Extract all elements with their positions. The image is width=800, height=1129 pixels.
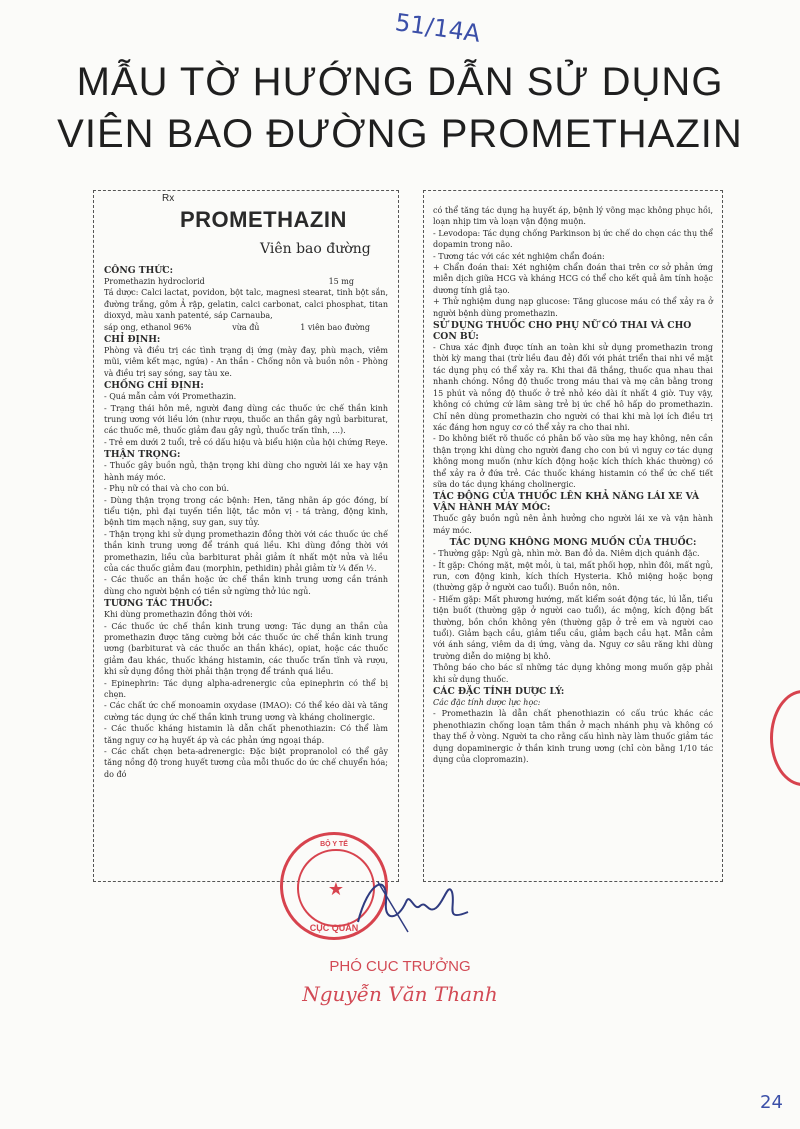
interactions-intro: Khi dùng promethazin đồng thời với:	[104, 610, 253, 620]
pharmacology-heading: CÁC ĐẶC TÍNH DƯỢC LÝ:	[433, 686, 565, 698]
rx-icon: Rx	[162, 193, 175, 204]
interactions-heading: TƯƠNG TÁC THUỐC:	[104, 598, 213, 610]
caution-item: - Các thuốc an thần hoặc ức chế thần kinh trung ương cần tránh dùng cho người bệnh có tiền sử ngừng thở lúc ngủ.	[104, 575, 388, 596]
qs-unit: 1 viên bao đường	[300, 322, 370, 332]
breastfeeding-text: - Do không biết rõ thuốc có phân bố vào sữa mẹ hay không, nên cần thận trọng khi dùng cho người đang cho con bú vì nguy cơ tác dụng không mong muốn (như kích động hoặc kích thích khác thường) có thể xảy ra ở đứa trẻ. Các thuốc kháng histamin có thể ức chế tiết sữa do tác dụng kháng cholinergic.	[433, 434, 713, 489]
star-icon: ★	[327, 879, 345, 900]
caution-heading: THẬN TRỌNG:	[104, 449, 181, 461]
caution-item: - Thuốc gây buồn ngủ, thận trọng khi dùng cho người lái xe hay vận hành máy móc.	[104, 461, 388, 482]
adverse-item: - Thường gặp: Ngủ gà, nhìn mờ. Ban đỏ da. Niêm dịch quánh đặc.	[433, 549, 700, 559]
stamp-top-text: BỘ Y TẾ	[320, 841, 348, 848]
edge-stamp	[770, 690, 800, 786]
active-amount: 15 mg	[328, 277, 354, 286]
pregnancy-text: - Chưa xác định được tính an toàn khi sử dụng promethazin trong thời kỳ mang thai (trừ liều đau đẻ) đối với phát triển thai nhi về mặt tác dụng phụ có thể xảy ra. Khi thai đã thắng, thuốc qua nhau thai nhanh chóng. Nồng độ thuốc trong máu thai và mẹ cân bằng trong 15 phút và nồng độ thuốc ở trẻ nhỏ kéo dài ít nhất 4 giờ. Tuy vậy, không có chứng cứ lâm sàng trẻ bị ức chế hô hấp do promethazin. Chỉ nên dùng promethazin cho người có thai khi mà lợi ích điều trị xác đáng hơn nguy cơ có thể xảy ra cho thai nhi.	[433, 343, 713, 432]
stamp-bottom-text: CỤC QUẢN	[309, 923, 359, 933]
adverse-item: - Hiếm gặp: Mất phương hướng, mất kiểm soát động tác, lú lẫn, tiểu tiện buốt (thường gặp ở người cao tuổi), ác mộng, kích động bất thường, bồn chồn không yên (thường gặp ở trẻ em và người cao tuổi). Giảm bạch cầu, giảm tiểu cầu, giảm bạch cầu hạt. Mẫn cảm với ánh sáng, viêm da dị ứng, vàng da. Nguy cơ sâu răng khi dùng trường diễn do miệng bị khô.	[433, 594, 713, 661]
contraindications-heading: CHỐNG CHỈ ĐỊNH:	[104, 380, 204, 392]
driving-heading: TÁC ĐỘNG CỦA THUỐC LÊN KHẢ NĂNG LÁI XE VÀ VẬN HÀNH MÁY MÓC:	[433, 491, 700, 514]
indications-text: Phòng và điều trị các tình trạng dị ứng (mày đay, phù mạch, viêm mũi, viêm kết mạc, ngứa) - An thần - Chống nôn và buồn nôn - Phòng và điều trị say sóng, say tàu xe.	[104, 346, 388, 378]
excipients-end	[104, 322, 388, 333]
title-line-2: VIÊN BAO ĐƯỜNG PROMETHAZIN	[57, 112, 743, 156]
interaction-item: - Các thuốc ức chế thần kinh trung ương: Tác dụng an thần của promethazin được tăng cường bởi các thuốc ức chế thần kinh trung ương (barbiturat và các thuốc an thần khác), opiat, hoặc các thuốc giảm đau khác, thuốc kháng histamin, các thuốc trấn tĩnh và rượu, khi sử dụng đồng thời phải thận trọng để tránh quá liều.	[104, 621, 388, 677]
indications-heading: CHỈ ĐỊNH:	[104, 334, 161, 346]
interaction-continued: có thể tăng tác dụng hạ huyết áp, bệnh lý võng mạc không phục hồi, loạn nhịp tim và loạn vận động muộn.	[433, 206, 713, 227]
interaction-item: - Các thuốc kháng histamin là dẫn chất phenothiazin: Có thể làm tăng nguy cơ hạ huyết áp và các phản ứng ngoại tháp.	[104, 724, 388, 745]
driving-text: Thuốc gây buồn ngủ nên ảnh hưởng cho người lái xe và vận hành máy móc.	[433, 514, 713, 535]
contra-item: - Quá mẫn cảm với Promethazin.	[104, 392, 237, 402]
signature-icon	[348, 862, 478, 942]
contra-item: - Trẻ em dưới 2 tuổi, trẻ có dấu hiệu và biểu hiện của hội chứng Reye.	[104, 437, 388, 447]
pregnancy-heading: SỬ DỤNG THUỐC CHO PHỤ NỮ CÓ THAI VÀ CHO CON BÚ:	[433, 320, 692, 343]
pharmacology-text: - Promethazin là dẫn chất phenothiazin có cấu trúc khác các phenothiazin chống loạn tâm thần ở mạch nhánh phụ và không có thay thế ở vòng. Người ta cho rằng cấu hình này làm thuốc giảm tác dụng dopaminergic ở thần kinh trung ương (chỉ còn bằng 1/10 tác dụng của clopromazin).	[433, 709, 713, 765]
pharmacology-subheading: Các đặc tính dược lực học:	[433, 698, 541, 708]
lab-intro: - Tương tác với các xét nghiệm chẩn đoán:	[433, 251, 605, 261]
interaction-item: - Epinephrin: Tác dụng alpha-adrenergic của epinephrin có thể bị chẹn.	[104, 678, 388, 699]
active-name: Promethazin hydroclorid	[104, 277, 205, 286]
signatory-name: Nguyễn Văn Thanh	[302, 982, 498, 1006]
adverse-note: Thông báo cho bác sĩ những tác dụng không mong muốn gặp phải khi sử dụng thuốc.	[433, 663, 713, 684]
signatory-title: PHÓ CỤC TRƯỞNG	[329, 958, 471, 975]
active-ingredient	[104, 276, 388, 287]
adverse-item: - Ít gặp: Chóng mặt, mệt mỏi, ù tai, mất phối hợp, nhìn đôi, mất ngủ, run, cơn động kinh, kích thích Hysteria. Khô miệng hoặc bọng (thường gặp ở người cao tuổi). Buồn nôn, nôn.	[433, 560, 713, 593]
right-column	[423, 190, 723, 882]
lab-item: + Chẩn đoán thai: Xét nghiệm chẩn đoán thai trên cơ sở phản ứng miễn dịch giữa HCG và kháng HCG có thể cho kết quả âm tính hoặc dương tính giả tạo.	[433, 263, 713, 295]
interaction-item: - Các chất ức chế monoamin oxydase (IMAO): Có thể kéo dài và tăng cường tác dụng ức chế thần kinh trung ương và kháng cholinergic.	[104, 701, 388, 722]
caution-item: - Thận trọng khi sử dụng promethazin đồng thời với các thuốc ức chế thần kinh trung ương để tránh quá liều. Khi dùng đồng thời với promethazin, liều của barbiturat phải giảm ít nhất một nửa và liều của các thuốc giảm đau (morphin, pethidin) phải giảm từ ¼ đến ½.	[104, 529, 388, 573]
adverse-effects-heading: TÁC DỤNG KHÔNG MONG MUỐN CỦA THUỐC:	[449, 537, 697, 549]
lab-item: + Thử nghiệm dung nạp glucose: Tăng glucose máu có thể xảy ra ở người bệnh dùng promethazin.	[433, 297, 713, 318]
caution-item: - Dùng thận trọng trong các bệnh: Hen, tăng nhãn áp góc đóng, bí tiểu tiện, phì đại tuyến tiền liệt, tắc môn vị - tá tràng, động kinh, bệnh tim mạch nặng, suy gan, suy tủy.	[104, 495, 388, 528]
levodopa-text: - Levodopa: Tác dụng chống Parkinson bị ức chế do chẹn các thụ thể dopamin trong não.	[433, 228, 713, 250]
drug-name: PROMETHAZIN	[180, 207, 347, 232]
title-line-1: MẪU TỜ HƯỚNG DẪN SỬ DỤNG	[76, 60, 724, 104]
handwritten-number: 51/14A	[393, 8, 483, 48]
qs-text: vừa đủ	[232, 322, 260, 332]
interaction-item: - Các chất chẹn beta-adrenergic: Đặc biệt propranolol có thể gây tăng nồng độ trong huyết tương của mỗi thuốc do ức chế chuyển hóa; do đó	[104, 747, 388, 779]
contra-item: - Trạng thái hôn mê, người đang dùng các thuốc ức chế thần kinh trung ương với liều lớn (như rượu, thuốc an thần gây ngủ barbiturat, các thuốc mê, thuốc giảm đau gây ngủ, thuốc trấn tĩnh, ...).	[104, 403, 388, 436]
excipients: Tá dược: Calci lactat, povidon, bột talc, magnesi stearat, tinh bột sắn, đường trắng, gôm Ả rập, gelatin, calci carbonat, calci phosphat, titan dioxyd, màu xanh patenté, sáp Carnauba,	[104, 288, 388, 321]
excipients-end-text: sáp ong, ethanol 96%	[104, 322, 192, 332]
dosage-form: Viên bao đường	[260, 241, 371, 257]
page-number: 24	[760, 1092, 783, 1113]
left-column	[93, 190, 399, 882]
caution-item: - Phụ nữ có thai và cho con bú.	[104, 484, 230, 494]
composition-heading: CÔNG THỨC:	[104, 265, 173, 276]
